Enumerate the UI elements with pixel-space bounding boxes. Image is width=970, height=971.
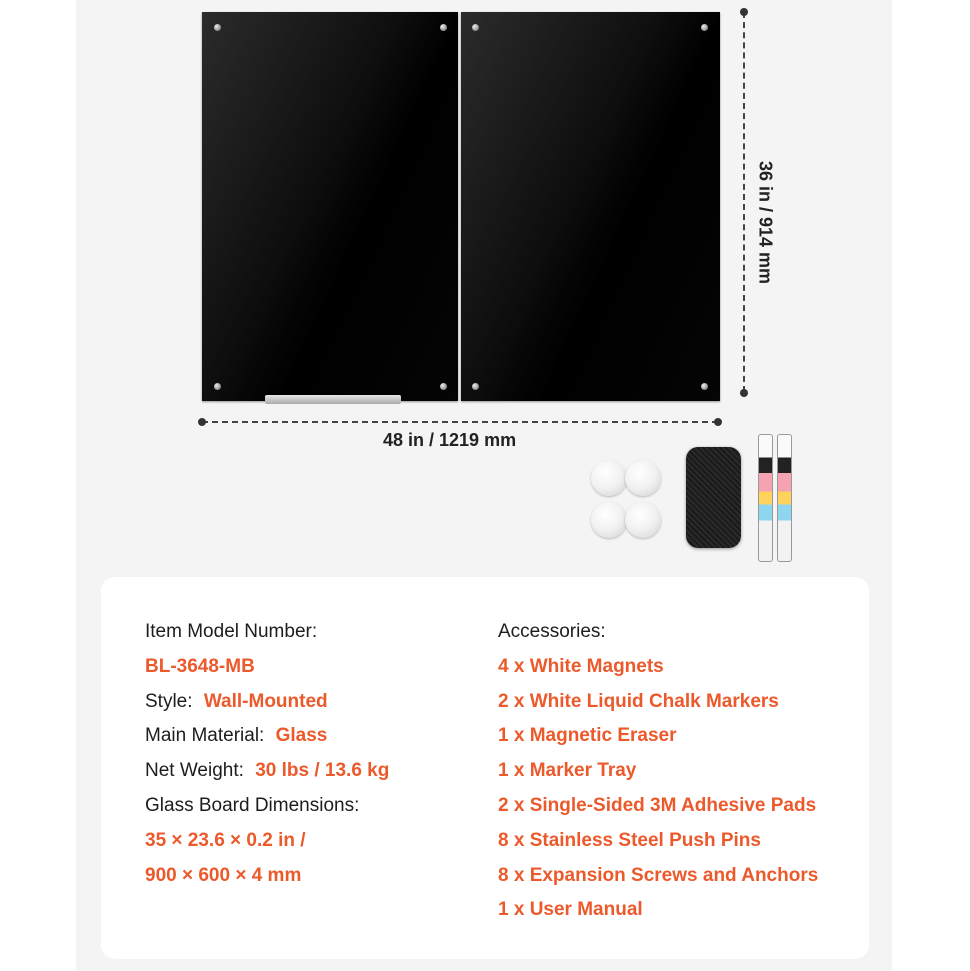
weight-label: Net Weight:	[145, 760, 244, 781]
accessory-item: 8 x Expansion Screws and Anchors	[498, 865, 819, 886]
magnetic-eraser	[686, 447, 741, 548]
accessory-item: 2 x Single-Sided 3M Adhesive Pads	[498, 795, 817, 816]
dimension-endpoint	[714, 418, 722, 426]
push-pin	[440, 24, 447, 31]
glass-dimensions-inches: 35 × 23.6 × 0.2 in /	[145, 830, 306, 851]
push-pin	[701, 383, 708, 390]
push-pin	[472, 383, 479, 390]
glass-dimensions-label: Glass Board Dimensions:	[145, 795, 360, 816]
push-pin	[472, 24, 479, 31]
dimension-endpoint	[740, 389, 748, 397]
material-row	[145, 724, 327, 748]
magnet	[591, 502, 627, 538]
glass-sheen	[202, 12, 458, 401]
magnet	[625, 502, 661, 538]
accessory-item: 1 x User Manual	[498, 899, 643, 920]
height-dimension-label: 36 in / 914 mm	[755, 160, 776, 285]
push-pin	[214, 24, 221, 31]
chalk-marker	[758, 434, 773, 562]
weight-row	[145, 759, 389, 783]
accessory-item: 1 x Magnetic Eraser	[498, 725, 677, 746]
material-value: Glass	[275, 725, 328, 746]
glass-board-left	[202, 12, 458, 401]
glass-dimensions-mm: 900 × 600 × 4 mm	[145, 865, 302, 886]
style-value: Wall-Mounted	[203, 691, 328, 712]
accessory-item: 8 x Stainless Steel Push Pins	[498, 830, 761, 851]
accessories-label: Accessories:	[498, 621, 606, 642]
width-dimension-label: 48 in / 1219 mm	[383, 430, 517, 450]
accessory-item: 2 x White Liquid Chalk Markers	[498, 691, 779, 712]
weight-value: 30 lbs / 13.6 kg	[255, 760, 390, 781]
model-number-value: BL-3648-MB	[145, 656, 255, 677]
chalk-marker	[777, 434, 792, 562]
push-pin	[701, 24, 708, 31]
accessory-item: 4 x White Magnets	[498, 656, 664, 677]
accessory-item: 1 x Marker Tray	[498, 760, 637, 781]
glass-sheen	[461, 12, 720, 401]
material-label: Main Material:	[145, 725, 265, 746]
push-pin	[440, 383, 447, 390]
style-label: Style:	[145, 691, 193, 712]
style-row	[145, 690, 328, 714]
width-dimension-line	[202, 421, 718, 423]
glass-board-right	[461, 12, 720, 401]
dimension-endpoint	[740, 8, 748, 16]
push-pin	[214, 383, 221, 390]
dimension-endpoint	[198, 418, 206, 426]
height-dimension-line	[743, 12, 745, 392]
magnet	[591, 460, 627, 496]
marker-tray	[265, 395, 401, 404]
magnet	[625, 460, 661, 496]
model-number-label: Item Model Number:	[145, 621, 318, 642]
